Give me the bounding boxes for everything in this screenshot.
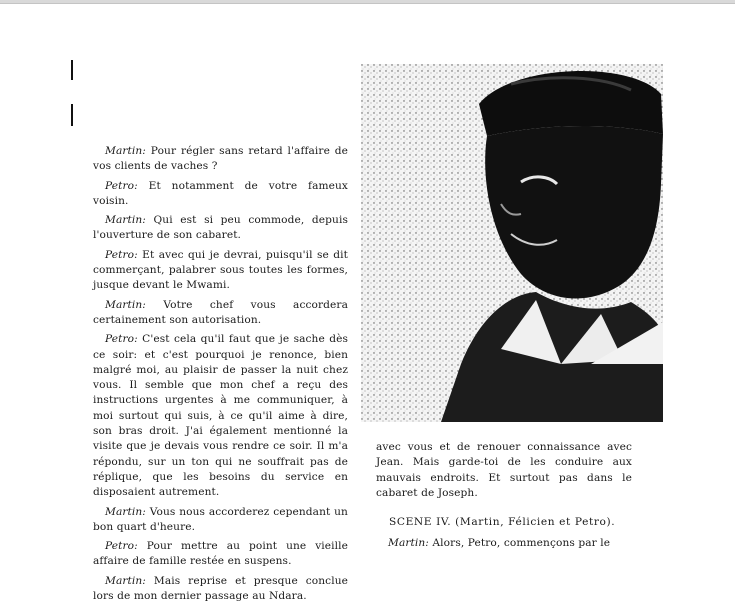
viewer-top-bar xyxy=(0,0,735,4)
speaker-name: Martin: xyxy=(105,214,146,227)
speaker-name: Martin: xyxy=(388,537,429,550)
dialogue-line xyxy=(93,505,348,536)
speaker-name: Martin: xyxy=(105,145,146,157)
dialogue-text: Qui est si peu commode, depuis l'ouverture de son cabaret. xyxy=(93,214,348,242)
dialogue-line xyxy=(93,179,348,210)
dialogue-line xyxy=(93,213,348,244)
dialogue-text: C'est cela qu'il faut que je sache dès ce soir: et c'est pourquoi je renonce, bien malgré moi, au plaisir de passer la nuit chez vous. Il semble que mon chef a reçu des instructions urgentes à me communiquer, à moi surtout qui suis, à ce qu'il aime à dire, son bras droit. J'ai également mentionné la visite que je devais vous rendre ce soir. Il m'a répondu, sur un ton qui ne souffrait pas de réplique, que les besoins du service en disposaient autrement. xyxy=(93,333,348,499)
dialogue-text: Et avec qui je devrai, puisqu'il se dit commerçant, palabrer sous toutes les formes, jusque devant le Mwami. xyxy=(93,248,348,292)
margin-mark-1 xyxy=(71,60,73,80)
right-text-column xyxy=(376,440,632,556)
dialogue-text: Votre chef vous accordera certainement son autorisation. xyxy=(93,298,348,326)
continuation-paragraph: avec vous et de renouer connaissance avec Jean. Mais garde-toi de les conduire aux mauvais endroits. Et surtout pas dans le cabaret de Joseph. xyxy=(376,441,632,499)
left-text-column xyxy=(93,144,348,608)
dialogue-text: Mais reprise et presque conclue lors de mon dernier passage au Ndara. xyxy=(93,574,348,603)
speaker-name: Petro: xyxy=(105,333,138,346)
dialogue-text: Vous nous accorderez cependant un bon quart d'heure. xyxy=(93,505,348,533)
speaker-name: Petro: xyxy=(105,248,138,261)
speaker-name: Petro: xyxy=(105,179,138,192)
scene-heading: SCENE IV. (Martin, Félicien et Petro). xyxy=(389,516,616,529)
dialogue-text: Et notamment de votre fameux voisin. xyxy=(93,179,348,207)
dialogue-line xyxy=(376,536,632,551)
margin-mark-2 xyxy=(71,104,73,126)
dialogue-text: Pour mettre au point une vieille affaire de famille restée en suspens. xyxy=(93,540,348,568)
dialogue-line xyxy=(93,298,348,329)
speaker-name: Martin: xyxy=(105,298,146,311)
dialogue-line xyxy=(93,144,348,175)
portrait-photo-drawing xyxy=(361,64,663,422)
dialogue-line xyxy=(93,574,348,605)
dialogue-text: Pour régler sans retard l'affaire de vos clients de vaches ? xyxy=(93,145,348,173)
speaker-name: Petro: xyxy=(105,540,138,553)
dialogue-line xyxy=(93,248,348,294)
portrait-photo-icon xyxy=(361,64,663,422)
speaker-name: Martin: xyxy=(105,574,146,587)
speaker-name: Martin: xyxy=(105,505,146,518)
dialogue-text: Alors, Petro, commençons par le xyxy=(428,537,611,550)
dialogue-line xyxy=(93,332,348,500)
